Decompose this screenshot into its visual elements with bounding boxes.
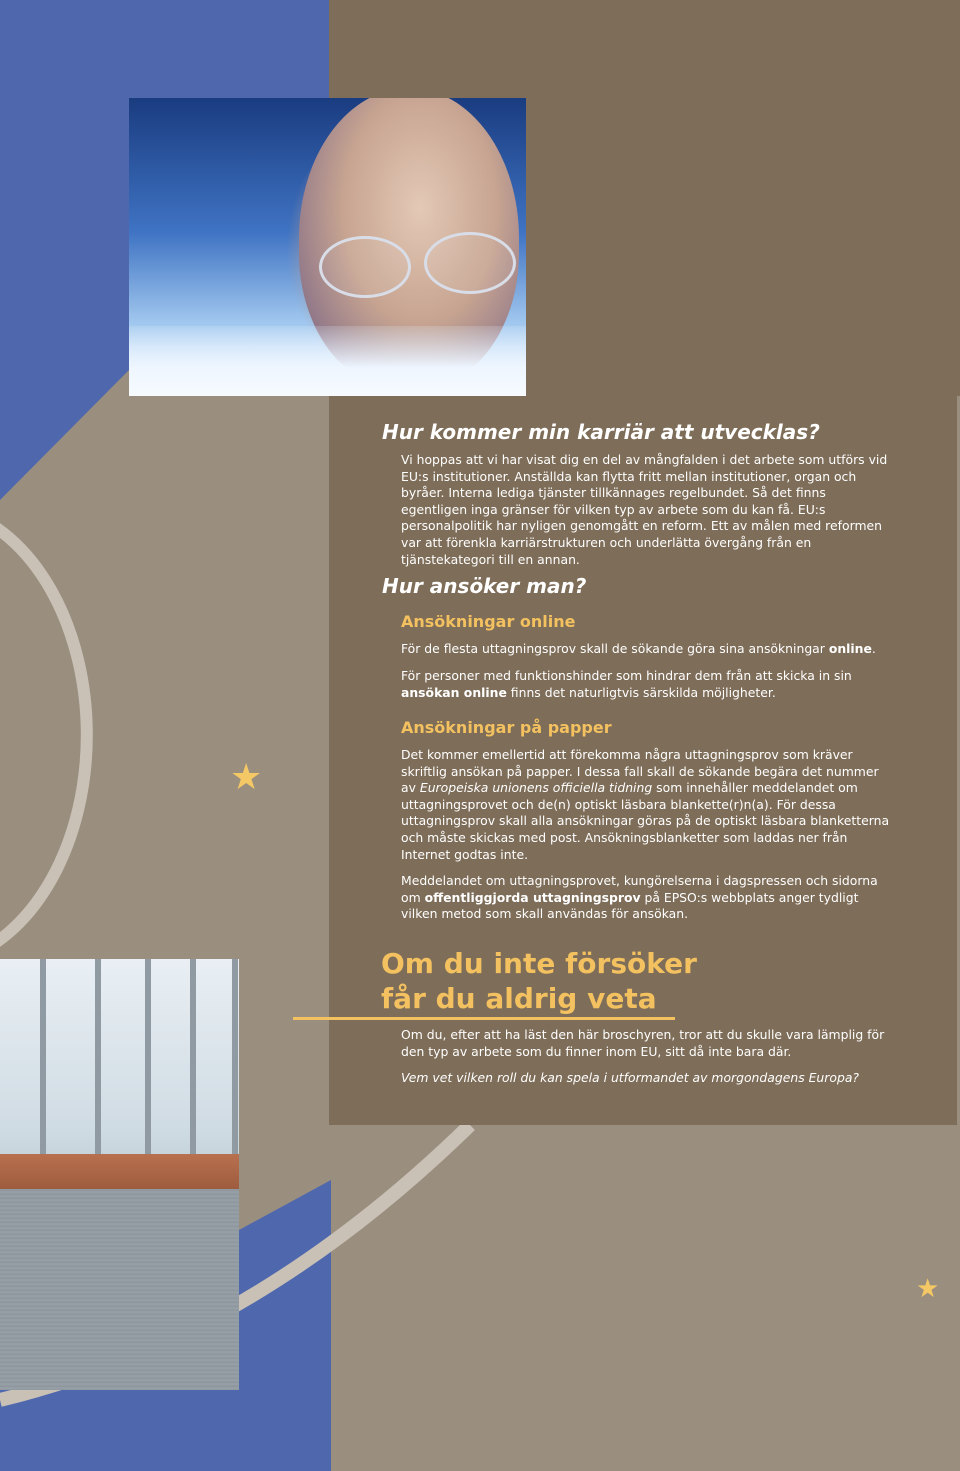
man-with-glasses-photo — [129, 98, 526, 396]
revolving-door-lobby-photo — [0, 959, 239, 1390]
star-icon: ★ — [916, 1274, 940, 1304]
closing-question: Vem vet vilken roll du kan spela i utformandet av morgondagens Europa? — [401, 1070, 859, 1085]
heading-career: Hur kommer min karriär att utvecklas? — [382, 420, 820, 444]
lobby-floor — [0, 1189, 239, 1390]
subheading-paper: Ansökningar på papper — [401, 718, 612, 737]
career-paragraph: Vi hoppas att vi har visat dig en del av mångfalden i det arbete som utförs vid EU:s institutioner. Anställda kan flytta fritt mellan institutioner, organ och byråer. Interna lediga tjänster tillkännages regelbundet. Så det finns egentligen inga gränser för vilken typ av arbete som du kan få. EU:s personalpolitik har nyligen genomgått en reform. Ett av målen med reformen var att förenkla karriärstrukturen och underlätta övergång från en tjänstekategori till en annan. — [401, 452, 888, 567]
entrance-mat — [0, 1154, 239, 1192]
online-paragraph-1: För de flesta uttagningsprov skall de sökande göra sina ansökningar online. — [401, 641, 876, 656]
paper-paragraph-1: Det kommer emellertid att förekomma några uttagningsprov som kräver skriftlig ansökan på papper. I dessa fall skall de sökande begära det nummer av Europeiska unionens officiella tidning som innehåller meddelandet om uttagningsprovet och de(n) optiskt läsbara blankette(r)n(a). För dessa uttagningsprov skall alla ansökningar göras på de optiskt läsbara blanketterna och måste skickas med post. Ansökningsblanketter som laddas ner från Internet godtas inte. — [401, 747, 890, 862]
closing-title-line1: Om du inte försöker — [381, 947, 697, 980]
paper-paragraph-2: Meddelandet om uttagningsprovet, kungörelserna i dagspressen och sidorna om offentliggjorda uttagningsprov på EPSO:s webbplats anger tydligt vilken metod som skall användas för ansökan. — [401, 873, 878, 922]
glasses-lens-left — [319, 236, 411, 298]
heading-how-to-apply: Hur ansöker man? — [382, 574, 587, 598]
star-icon: ★ — [230, 757, 263, 798]
online-paragraph-2: För personer med funktionshinder som hindrar dem från att skicka in sin ansökan online finns det naturligtvis särskilda möjligheter. — [401, 668, 852, 700]
gold-divider — [293, 1017, 675, 1020]
closing-paragraph: Om du, efter att ha läst den här broschyren, tror att du skulle vara lämplig för den typ av arbete som du finner inom EU, sitt då inte bara där. — [401, 1027, 885, 1059]
glasses-lens-right — [424, 232, 516, 294]
closing-title — [381, 946, 697, 1016]
monitor-glow — [129, 326, 526, 396]
subheading-online: Ansökningar online — [401, 612, 576, 631]
closing-title-line2: får du aldrig veta — [381, 982, 657, 1015]
